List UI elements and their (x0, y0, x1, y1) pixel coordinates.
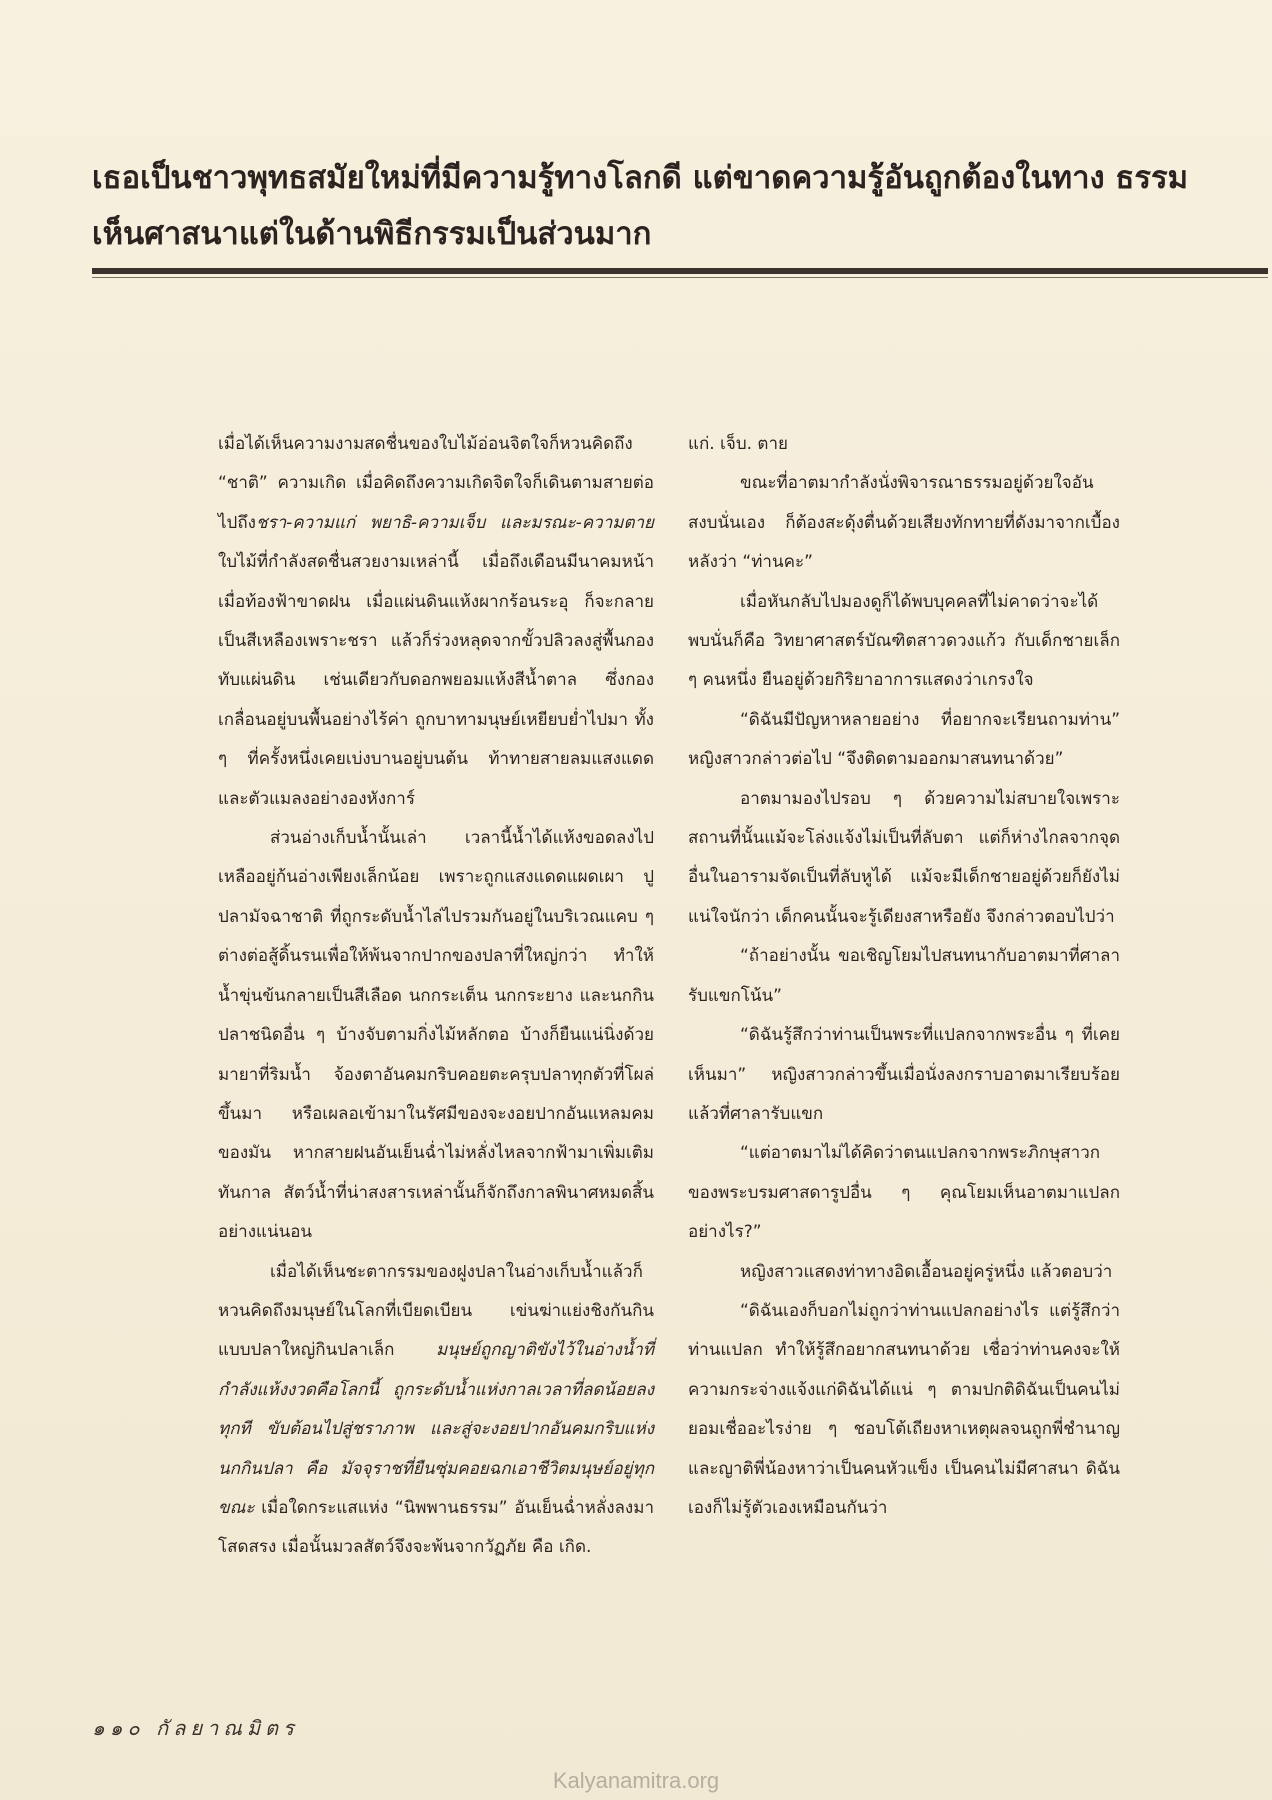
italic-run: มนุษย์ถูกญาติขังไว้ในอ่างน้ำที่กำลังแห้งงวดคือโลกนี้ ถูกระดับน้ำแห่งกาลเวลาที่ลดน้อยลงทุกที ขับต้อนไปสู่ชราภาพ และสู่จะงอยปากอันคมกริบแห่งนกกินปลา คือ มัจจุราชที่ยืนซุ่มคอยฉกเอาชีวิตมนุษย์อยู่ทุกขณะ (218, 1340, 654, 1518)
left-text-column (218, 425, 654, 1568)
paragraph: อาตมามองไปรอบ ๆ ด้วยความไม่สบายใจเพราะสถานที่นั้นแม้จะโล่งแจ้งไม่เป็นที่ลับตา แต่ก็ห่างไกลจากจุดอื่นในอารามจัดเป็นที่ลับหูได้ แม้จะมีเด็กชายอยู่ด้วยก็ยังไม่แน่ใจนักว่า เด็กคนนั้นจะรู้เดียงสาหรือยัง จึงกล่าวตอบไปว่า (688, 788, 1120, 927)
paragraph: “ดิฉันมีปัญหาหลายอย่าง ที่อยากจะเรียนถามท่าน” หญิงสาวกล่าวต่อไป “จึงติดตามออกมาสนทนาด้วย” (688, 709, 1120, 770)
italic-run: ชรา-ความแก่ พยาธิ-ความเจ็บ และมรณะ-ความตาย (255, 512, 654, 533)
paragraph (218, 425, 654, 819)
paragraph (218, 819, 654, 1252)
text-run: ส่วนอ่างเก็บน้ำนั้นเล่า เวลานี้น้ำได้แห้งขอดลงไปเหลืออยู่ก้นอ่างเพียงเล็กน้อย เพราะถูกแสงแดดแผดเผา ปูปลามัจฉาชาติ ที่ถูกระดับน้ำไล่ไปรวมกันอยู่ในบริเวณแคบ ๆ ต่างต่อสู้ดิ้นรนเพื่อให้พ้นจากปากของปลาที่ใหญ่กว่า ทำให้น้ำขุ่นข้นกลายเป็นสีเลือด นกกระเต็น นกกระยาง และนกกินปลาชนิดอื่น ๆ บ้างจับตามกิ่งไม้หลักตอ บ้างก็ยืนแน่นิ่งด้วยมายาที่ริมน้ำ จ้องตาอันคมกริบคอยตะครุบปลาทุกตัวที่โผล่ขึ้นมา หรือเผลอเข้ามาในรัศมีของจะงอยปากอันแหลมคมของมัน หากสายฝนอันเย็นฉ่ำไม่หลั่งไหลจากฟ้ามาเพิ่มเติมทันกาล สัตว์น้ำที่น่าสงสารเหล่านั้นก็จักถึงกาลพินาศหมดสิ้นอย่างแน่นอน (218, 828, 654, 1243)
text-run: เมื่อได้เห็นชะตากรรมของฝูงปลาในอ่างเก็บน้ำแล้วก็หวนคิดถึงมนุษย์ในโลกที่เบียดเบียน เข่นฆ่าแย่งชิงกันกินแบบปลาใหญ่กินปลาเล็ก (218, 1261, 654, 1361)
source-watermark: Kalyanamitra.org (552, 1768, 720, 1793)
text-run: เมื่อใดกระแสแห่ง “นิพพานธรรม” อันเย็นฉ่ำหลั่งลงมาโสดสรง เมื่อนั้นมวลสัตว์จึงจะพ้นจากวัฏภัย คือ เกิด. (218, 1497, 654, 1558)
text-run: เมื่อได้เห็นความงามสดชื่นของใบไม้อ่อนจิตใจก็หวนคิดถึง “ชาติ” ความเกิด เมื่อคิดถึงความเกิดจิตใจก็เดินตามสายต่อไปถึง (218, 434, 654, 533)
paragraph: แก่. เจ็บ. ตาย (688, 434, 788, 454)
paragraph: “ดิฉันรู้สึกว่าท่านเป็นพระที่แปลกจากพระอื่น ๆ ที่เคยเห็นมา” หญิงสาวกล่าวขึ้นเมื่อนั่งลงกราบอาตมาเรียบร้อยแล้วที่ศาลารับแขก (688, 1025, 1120, 1124)
paragraph (218, 1253, 654, 1568)
paragraph: “ถ้าอย่างนั้น ขอเชิญโยมไปสนทนากับอาตมาที่ศาลารับแขกโน้น” (688, 946, 1120, 1006)
headline-rule-thick (92, 268, 1268, 274)
headline-rule-thin (92, 277, 1268, 278)
paragraph: “ดิฉันเองก็บอกไม่ถูกว่าท่านแปลกอย่างไร แต่รู้สึกว่าท่านแปลก ทำให้รู้สึกอยากสนทนาด้วย เชื่อว่าท่านคงจะให้ความกระจ่างแจ้งแก่ดิฉันได้แน่ ๆ ตามปกติดิฉันเป็นคนไม่ยอมเชื่ออะไรง่าย ๆ ชอบโต้เถียงหาเหตุผลจนถูกพี่ชำนาญและญาติพี่น้องหาว่าเป็นคนหัวแข็ง เป็นคนไม่มีศาสนา ดิฉันเองก็ไม่รู้ตัวเองเหมือนกันว่า (688, 1300, 1120, 1518)
paragraph: “แต่อาตมาไม่ได้คิดว่าตนแปลกจากพระภิกษุสาวกของพระบรมศาสดารูปอื่น ๆ คุณโยมเห็นอาตมาแปลกอย่างไร?” (688, 1143, 1120, 1243)
article-headline: เธอเป็นชาวพุทธสมัยใหม่ที่มีความรู้ทางโลกดี แต่ขาดความรู้อันถูกต้องในทาง ธรรม เห็นศาสนาแต่ในด้านพิธีกรรมเป็นส่วนมาก (92, 160, 1189, 252)
paragraph: ขณะที่อาตมากำลังนั่งพิจารณาธรรมอยู่ด้วยใจอันสงบนั่นเอง ก็ต้องสะดุ้งตื่นด้วยเสียงทักทายที่ดังมาจากเบื้องหลังว่า “ท่านคะ” (688, 473, 1120, 573)
page-footer-label: ๑๑๐ กัลยาณมิตร (92, 1716, 299, 1740)
paragraph: เมื่อหันกลับไปมองดูก็ได้พบบุคคลที่ไม่คาดว่าจะได้พบนั่นก็คือ วิทยาศาสตร์บัณฑิตสาวดวงแก้ว กับเด็กชายเล็ก ๆ คนหนึ่ง ยืนอยู่ด้วยกิริยาอาการแสดงว่าเกรงใจ (688, 591, 1120, 691)
paragraph: หญิงสาวแสดงท่าทางอิดเอื้อนอยู่ครู่หนึ่ง แล้วตอบว่า (740, 1261, 1113, 1282)
text-run: ใบไม้ที่กำลังสดชื่นสวยงามเหล่านี้ เมื่อถึงเดือนมีนาคมหน้า เมื่อท้องฟ้าขาดฝน เมื่อแผ่นดินแห้งผากร้อนระอุ ก็จะกลายเป็นสีเหลืองเพราะชรา แล้วก็ร่วงหลุดจากขั้วปลิวลงสู่พื้นกองทับแผ่นดิน เช่นเดียวกับดอกพยอมแห้งสีน้ำตาล ซึ่งกองเกลื่อนอยู่บนพื้นอย่างไร้ค่า ถูกบาทามนุษย์เหยียบย่ำไปมา ทั้ง ๆ ที่ครั้งหนึ่งเคยเบ่งบานอยู่บนต้น ท้าทายสายลมแสงแดดและตัวแมลงอย่างองหังการ์ (218, 552, 654, 809)
right-text-column (688, 425, 1120, 1528)
